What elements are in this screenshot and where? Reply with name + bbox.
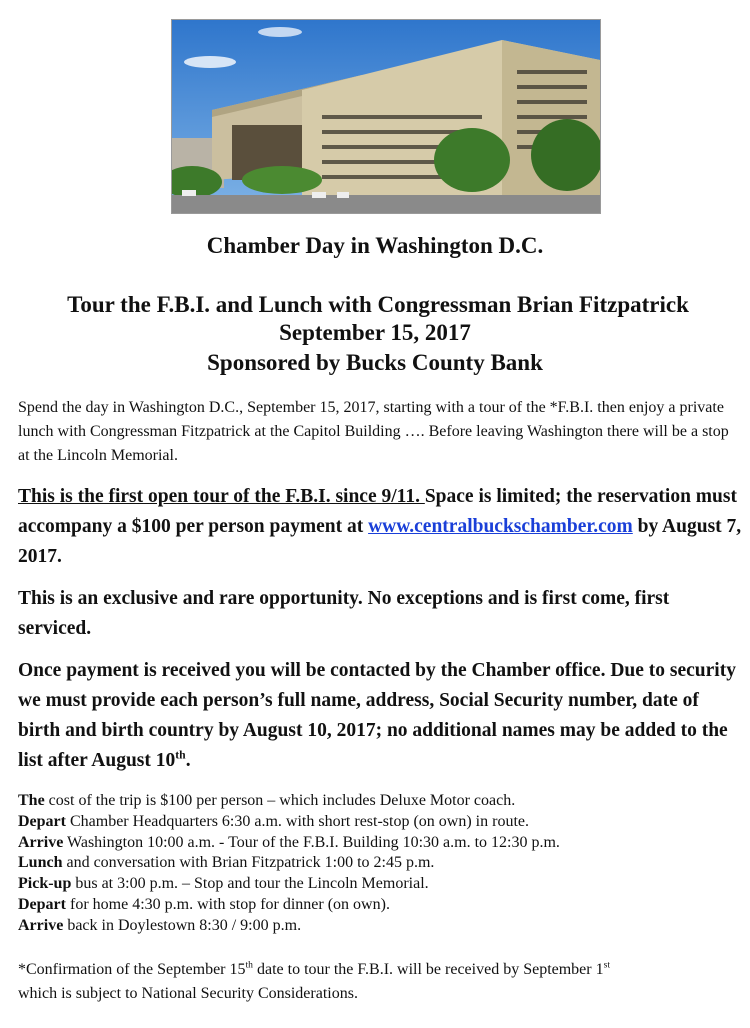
schedule-item-text: bus at 3:00 p.m. – Stop and tour the Lincoln Memorial. <box>71 875 429 893</box>
schedule-item-lead: Arrive <box>18 833 64 851</box>
footnote-text: date to tour the F.B.I. will be received by September 1 <box>252 961 604 978</box>
schedule-item-lead: Depart <box>18 895 66 913</box>
schedule-item-text: back in Doylestown 8:30 / 9:00 p.m. <box>63 916 302 934</box>
footnote-superscript: st <box>603 959 611 971</box>
schedule-item-lead: Depart <box>18 812 66 830</box>
schedule-item-text: Chamber Headquarters 6:30 a.m. with short rest-stop (on own) in route. <box>65 812 529 830</box>
payment-superscript: th <box>175 748 186 762</box>
schedule-item <box>18 853 738 874</box>
schedule-item-text: for home 4:30 p.m. with stop for dinner (on own). <box>65 895 390 913</box>
schedule-item-lead: Arrive <box>18 916 64 934</box>
date-heading: September 15, 2017 <box>279 320 471 345</box>
schedule-item-lead: Lunch <box>18 854 63 872</box>
confirmation-footnote <box>18 958 742 1006</box>
schedule-item-lead: Pick-up <box>18 875 72 893</box>
schedule-item <box>18 895 738 916</box>
notice-deadline-text: by August 7, 2017. <box>18 516 742 567</box>
schedule-item-text: Washington 10:00 a.m. - Tour of the F.B.I. Building 10:30 a.m. to 12:30 p.m. <box>63 833 560 851</box>
notice-underlined-text: This is the first open tour of the F.B.I. since 9/11. <box>18 486 425 507</box>
footnote-text: *Confirmation of the September 15 <box>18 961 246 978</box>
schedule-item-text: and conversation with Brian Fitzpatrick 1:00 to 2:45 p.m. <box>62 854 435 872</box>
schedule-item <box>18 874 738 895</box>
footnote-text: which is subject to National Security Considerations. <box>18 985 358 1002</box>
schedule-item-lead: The <box>18 792 45 809</box>
sponsor-heading: Sponsored by Bucks County Bank <box>207 350 543 375</box>
footnote-superscript: th <box>245 959 253 971</box>
schedule-item <box>18 791 738 812</box>
tour-heading: Tour the F.B.I. and Lunch with Congressman Brian Fitzpatrick <box>67 292 689 317</box>
payment-text: Once payment is received you will be contacted by the Chamber office. Due to security we must provide each person’s full name, address, Social Security number, date of birth and birth country by August 10, 2017; no additional names may be added to the list after August 10 <box>18 660 736 771</box>
fbi-building-photo <box>171 19 601 214</box>
payment-end: . <box>185 750 191 771</box>
notice-paragraph <box>18 482 742 572</box>
schedule-item-text: cost of the trip is $100 per person – which includes Deluxe Motor coach. <box>44 792 516 809</box>
schedule-item <box>18 916 738 937</box>
chamber-website-link[interactable]: www.centralbuckschamber.com <box>368 516 633 537</box>
page-title: Chamber Day in Washington D.C. <box>206 233 544 258</box>
notice-text: Space is limited; the reservation must accompany a $100 per person payment at <box>18 486 737 537</box>
building-illustration <box>172 20 600 213</box>
intro-paragraph: Spend the day in Washington D.C., September 15, 2017, starting with a tour of the *F.B.I. then enjoy a private lunch with Congressman Fitzpatrick at the Capitol Building …. Before leaving Washington there will be a stop at the Lincoln Memorial. <box>18 399 729 464</box>
payment-paragraph <box>18 656 742 776</box>
schedule-item <box>18 812 738 833</box>
schedule-list <box>18 791 738 937</box>
exclusive-paragraph: This is an exclusive and rare opportunity. No exceptions and is first come, first serviced. <box>18 588 670 639</box>
schedule-item <box>18 833 738 854</box>
